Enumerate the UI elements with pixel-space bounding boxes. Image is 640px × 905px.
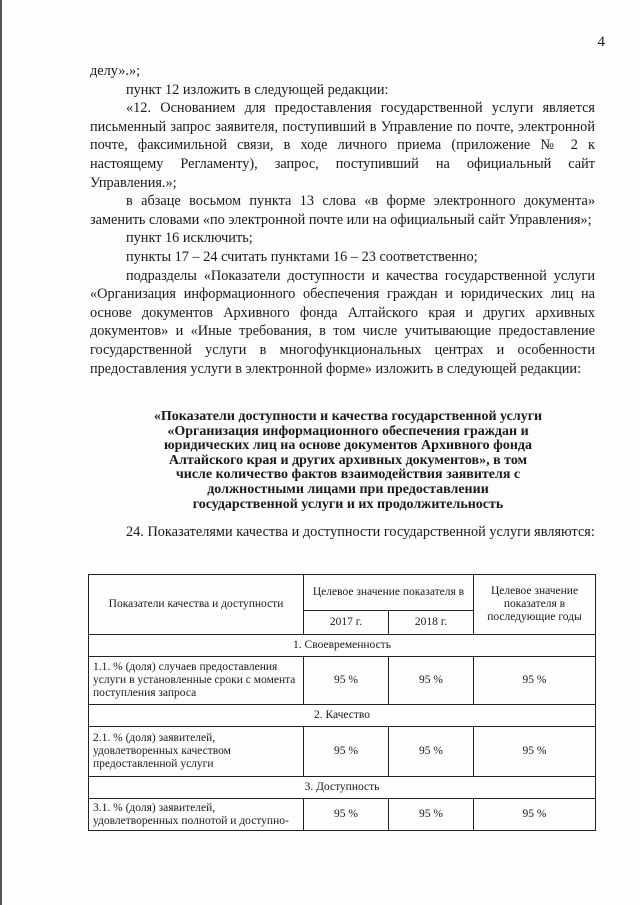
paragraph: делу».»; <box>90 63 141 79</box>
heading-line: «Показатели доступности и качества государственной услуги <box>153 409 543 424</box>
section-title: 1. Своевременность <box>89 635 596 657</box>
scan-edge <box>0 0 2 905</box>
value-2017: 95 % <box>304 657 389 705</box>
value-future: 95 % <box>474 799 596 831</box>
value-future: 95 % <box>474 727 596 777</box>
heading-line: должностными лицами при предоставлении <box>207 481 489 497</box>
value-2017: 95 % <box>304 727 389 777</box>
section-heading <box>128 410 568 512</box>
heading-line: юридических лиц на основе документов Архивного фонда <box>163 438 532 454</box>
value-future: 95 % <box>474 657 596 705</box>
value-2017: 95 % <box>304 799 389 831</box>
header-target: Целевое значение показателя в <box>304 575 474 611</box>
header-year-2017: 2017 г. <box>304 611 389 635</box>
value-2018: 95 % <box>389 727 474 777</box>
paragraph: подразделы «Показатели доступности и качества государственной услуги «Организация информационного обеспечения граждан и юридических лиц на основе документов Архивного фонда Алтайского края и других архивных документов» и «Иные требования, в том числе учитывающие предоставление государственной услуги в многофункциональных центрах и особенности предоставления услуги в электронной форме» изложить в следующей редакции: <box>90 267 595 377</box>
paragraph: пункт 16 исключить; <box>126 230 253 247</box>
heading-line: «Организация информационного обеспечения граждан и <box>167 423 529 439</box>
header-year-2018: 2018 г. <box>389 611 474 635</box>
paragraph: пункт 12 изложить в следующей редакции: <box>126 81 389 98</box>
indicator-label: 3.1. % (доля) заявителей, удовлетворенных полнотой и доступно- <box>89 799 304 831</box>
value-2018: 95 % <box>389 657 474 705</box>
paragraph: в абзаце восьмом пункта 13 слова «в форме электронного документа» заменить словами «по электронной почте или на официальный сайт Управления»; <box>90 193 595 228</box>
paragraph: пункты 17 – 24 считать пунктами 16 – 23 соответственно; <box>126 248 478 265</box>
indicator-label: 2.1. % (доля) заявителей, удовлетворенных качеством предоставленной услуги <box>89 727 304 777</box>
heading-line: государственной услуги и их продолжительность <box>192 496 504 512</box>
section-title: 2. Качество <box>89 705 596 727</box>
value-2018: 95 % <box>389 799 474 831</box>
quality-indicators-table <box>88 574 596 831</box>
heading-line: Алтайского края и других архивных документов», в том <box>168 452 528 468</box>
indicator-label: 1.1. % (доля) случаев предоставления услуги в установленные сроки с момента поступления запроса <box>89 657 304 705</box>
heading-line: числе количество фактов взаимодействия заявителя с <box>175 467 521 483</box>
page-number: 4 <box>597 34 605 50</box>
paragraph: «12. Основанием для предоставления государственной услуги является письменный запрос заявителя, поступивший в Управление по почте, электронной почте, факсимильной связи, в ходе личного приема (приложение № 2 к настоящему Регламенту), запрос, поступивший на официальный сайт Управления.»; <box>90 100 595 191</box>
header-future: Целевое значение показателя в последующие годы <box>474 575 596 635</box>
intro-paragraph: 24. Показателями качества и доступности государственной услуги являются: <box>126 524 595 540</box>
header-indicator: Показатели качества и доступности <box>89 575 304 635</box>
body-text <box>90 62 595 378</box>
section-title: 3. Доступность <box>89 777 596 799</box>
